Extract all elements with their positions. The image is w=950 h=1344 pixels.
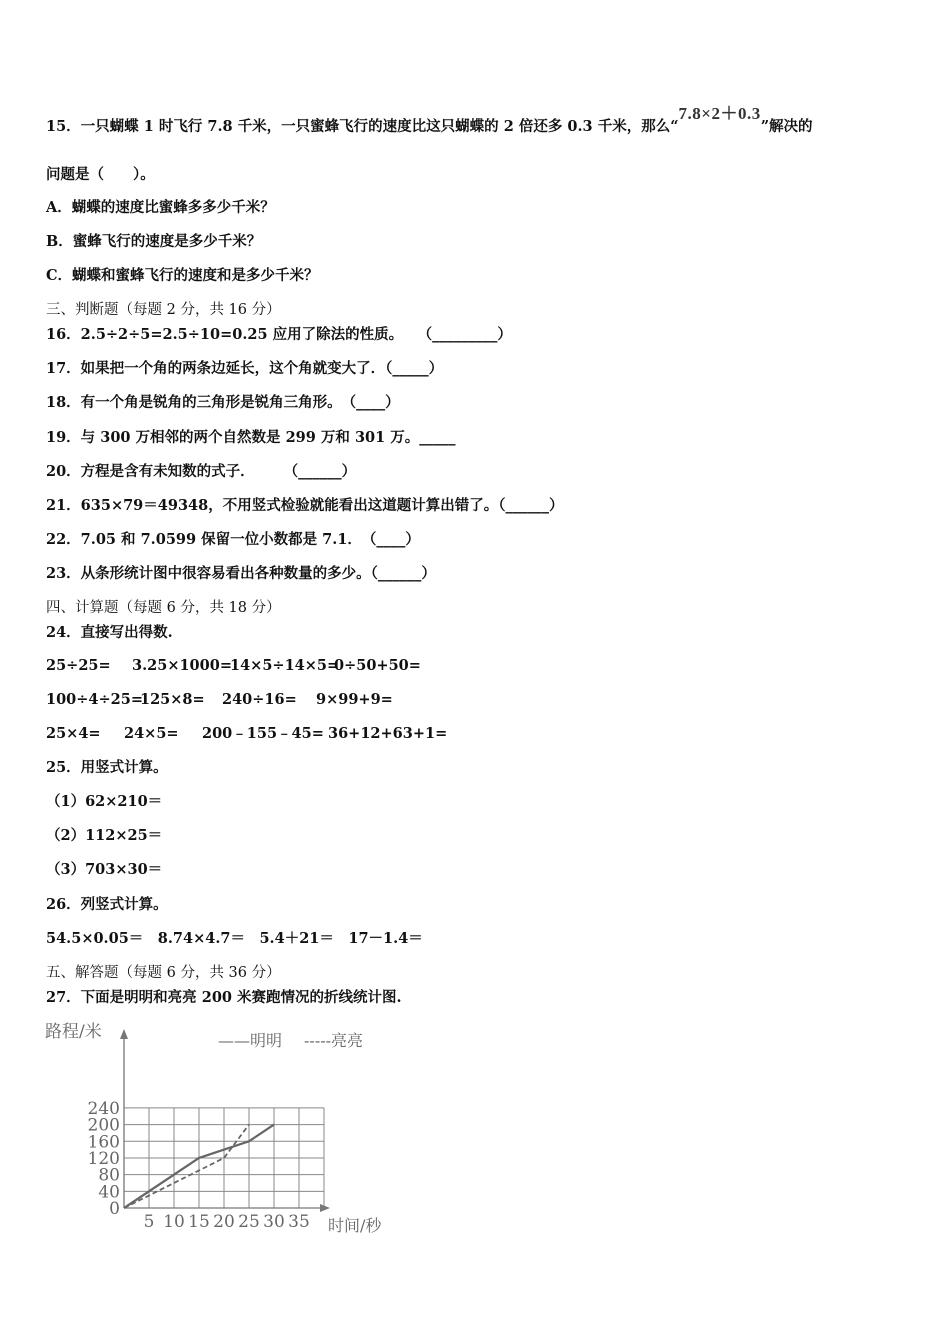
q20: 20．方程是含有未知数的式子． （______） — [46, 463, 357, 480]
q15-option-b: B．蜜蜂飞行的速度是多少千米？ — [46, 233, 262, 250]
q15-option-a: A．蝴蝶的速度比蜜蜂多多少千米？ — [46, 199, 275, 216]
q25-title: 25．用竖式计算。 — [46, 759, 168, 776]
q25-item-1: （1）62×210＝ — [46, 793, 163, 810]
q21: 21．635×79＝49348，不用竖式检验就能看出这道题计算出错了。（______） — [46, 497, 564, 514]
y-tick-label: 120 — [87, 1148, 120, 1169]
x-tick-label: 15 — [188, 1212, 210, 1232]
x-axis-label: 时间/秒 — [328, 1216, 382, 1235]
q26-line: 54.5×0.05＝ 8.74×4.7＝ 5.4＋21＝ 17－1.4＝ — [46, 930, 423, 947]
y-tick-label: 40 — [98, 1182, 120, 1203]
legend-liangliang: -----亮亮 — [304, 1031, 364, 1050]
q18: 18．有一个角是锐角的三角形是锐角三角形。 （____） — [46, 394, 400, 411]
section-5-heading: 五、解答题（每题 6 分，共 36 分） — [46, 965, 281, 981]
q19: 19．与 300 万相邻的两个自然数是 299 万和 301 万。_____ — [46, 429, 456, 446]
q24-title: 24．直接写出得数. — [46, 624, 173, 641]
section-3-heading: 三、判断题（每题 2 分，共 16 分） — [46, 302, 281, 318]
calc-item: 36+12+63+1= — [328, 725, 448, 742]
y-tick-label: 200 — [87, 1115, 120, 1136]
calc-item: 0÷50+50= — [334, 657, 421, 674]
y-axis-arrow — [120, 1029, 128, 1039]
calc-item: 125×8= — [140, 691, 205, 708]
q24-row-1 — [46, 656, 421, 676]
q26-title: 26．列竖式计算。 — [46, 896, 168, 913]
q27-title: 27．下面是明明和亮亮 200 米赛跑情况的折线统计图. — [46, 989, 402, 1006]
q15-line2: 问题是（ ）。 — [46, 166, 155, 183]
q22: 22．7.05 和 7.0599 保留一位小数都是 7.1． （____） — [46, 531, 420, 548]
q25-item-3: （3）703×30＝ — [46, 861, 163, 878]
x-tick-label: 35 — [288, 1212, 310, 1232]
x-tick-label: 25 — [238, 1212, 260, 1232]
q15-line1 — [46, 104, 813, 137]
x-tick-label: 20 — [213, 1212, 235, 1232]
calc-item: 14×5÷14×5= — [230, 657, 340, 674]
y-tick-label: 0 — [109, 1199, 120, 1219]
x-tick-label: 10 — [163, 1212, 185, 1232]
calc-item: 240÷16= — [222, 691, 297, 708]
calc-item: 25÷25= — [46, 657, 111, 674]
y-tick-label: 160 — [87, 1132, 120, 1153]
calc-item: 24×5= — [124, 725, 179, 742]
q24-row-3 — [46, 724, 447, 744]
y-tick-label: 240 — [87, 1098, 120, 1119]
q25-item-2: （2）112×25＝ — [46, 827, 163, 844]
q15-formula: 7.8×2＋0.3 — [678, 104, 761, 123]
q15-stem: 15．一只蝴蝶 1 时飞行 7.8 千米，一只蜜蜂飞行的速度比这只蝴蝶的 2 倍还多 0.3 千米，那么“ — [46, 118, 679, 135]
y-tick-label: 80 — [98, 1165, 120, 1186]
q17: 17．如果把一个角的两条边延长，这个角就变大了．（_____） — [46, 360, 444, 377]
q16: 16．2.5÷2÷5=2.5÷10=0.25 应用了除法的性质。 （_________） — [46, 326, 512, 343]
x-axis-arrow — [320, 1204, 330, 1212]
calc-item: 25×4= — [46, 725, 101, 742]
q15-option-c: C．蝴蝶和蜜蜂飞行的速度和是多少千米？ — [46, 267, 319, 284]
q15-stem-end: ”解决的 — [760, 118, 813, 135]
calc-item: 100÷4÷25= — [46, 691, 143, 708]
section-4-heading: 四、计算题（每题 6 分，共 18 分） — [46, 600, 281, 616]
y-axis-label: 路程/米 — [45, 1022, 102, 1042]
q23: 23．从条形统计图中很容易看出各种数量的多少。（______） — [46, 565, 436, 582]
calc-item: 3.25×1000= — [132, 657, 232, 674]
x-tick-label: 5 — [143, 1212, 155, 1232]
line-chart — [40, 1015, 420, 1245]
x-tick-label: 30 — [263, 1212, 285, 1232]
legend-mingming: ——明明 — [218, 1031, 283, 1050]
calc-item: 9×99+9= — [316, 691, 393, 708]
calc-item: 200﹣155﹣45= — [202, 725, 324, 742]
q24-row-2 — [46, 690, 393, 710]
